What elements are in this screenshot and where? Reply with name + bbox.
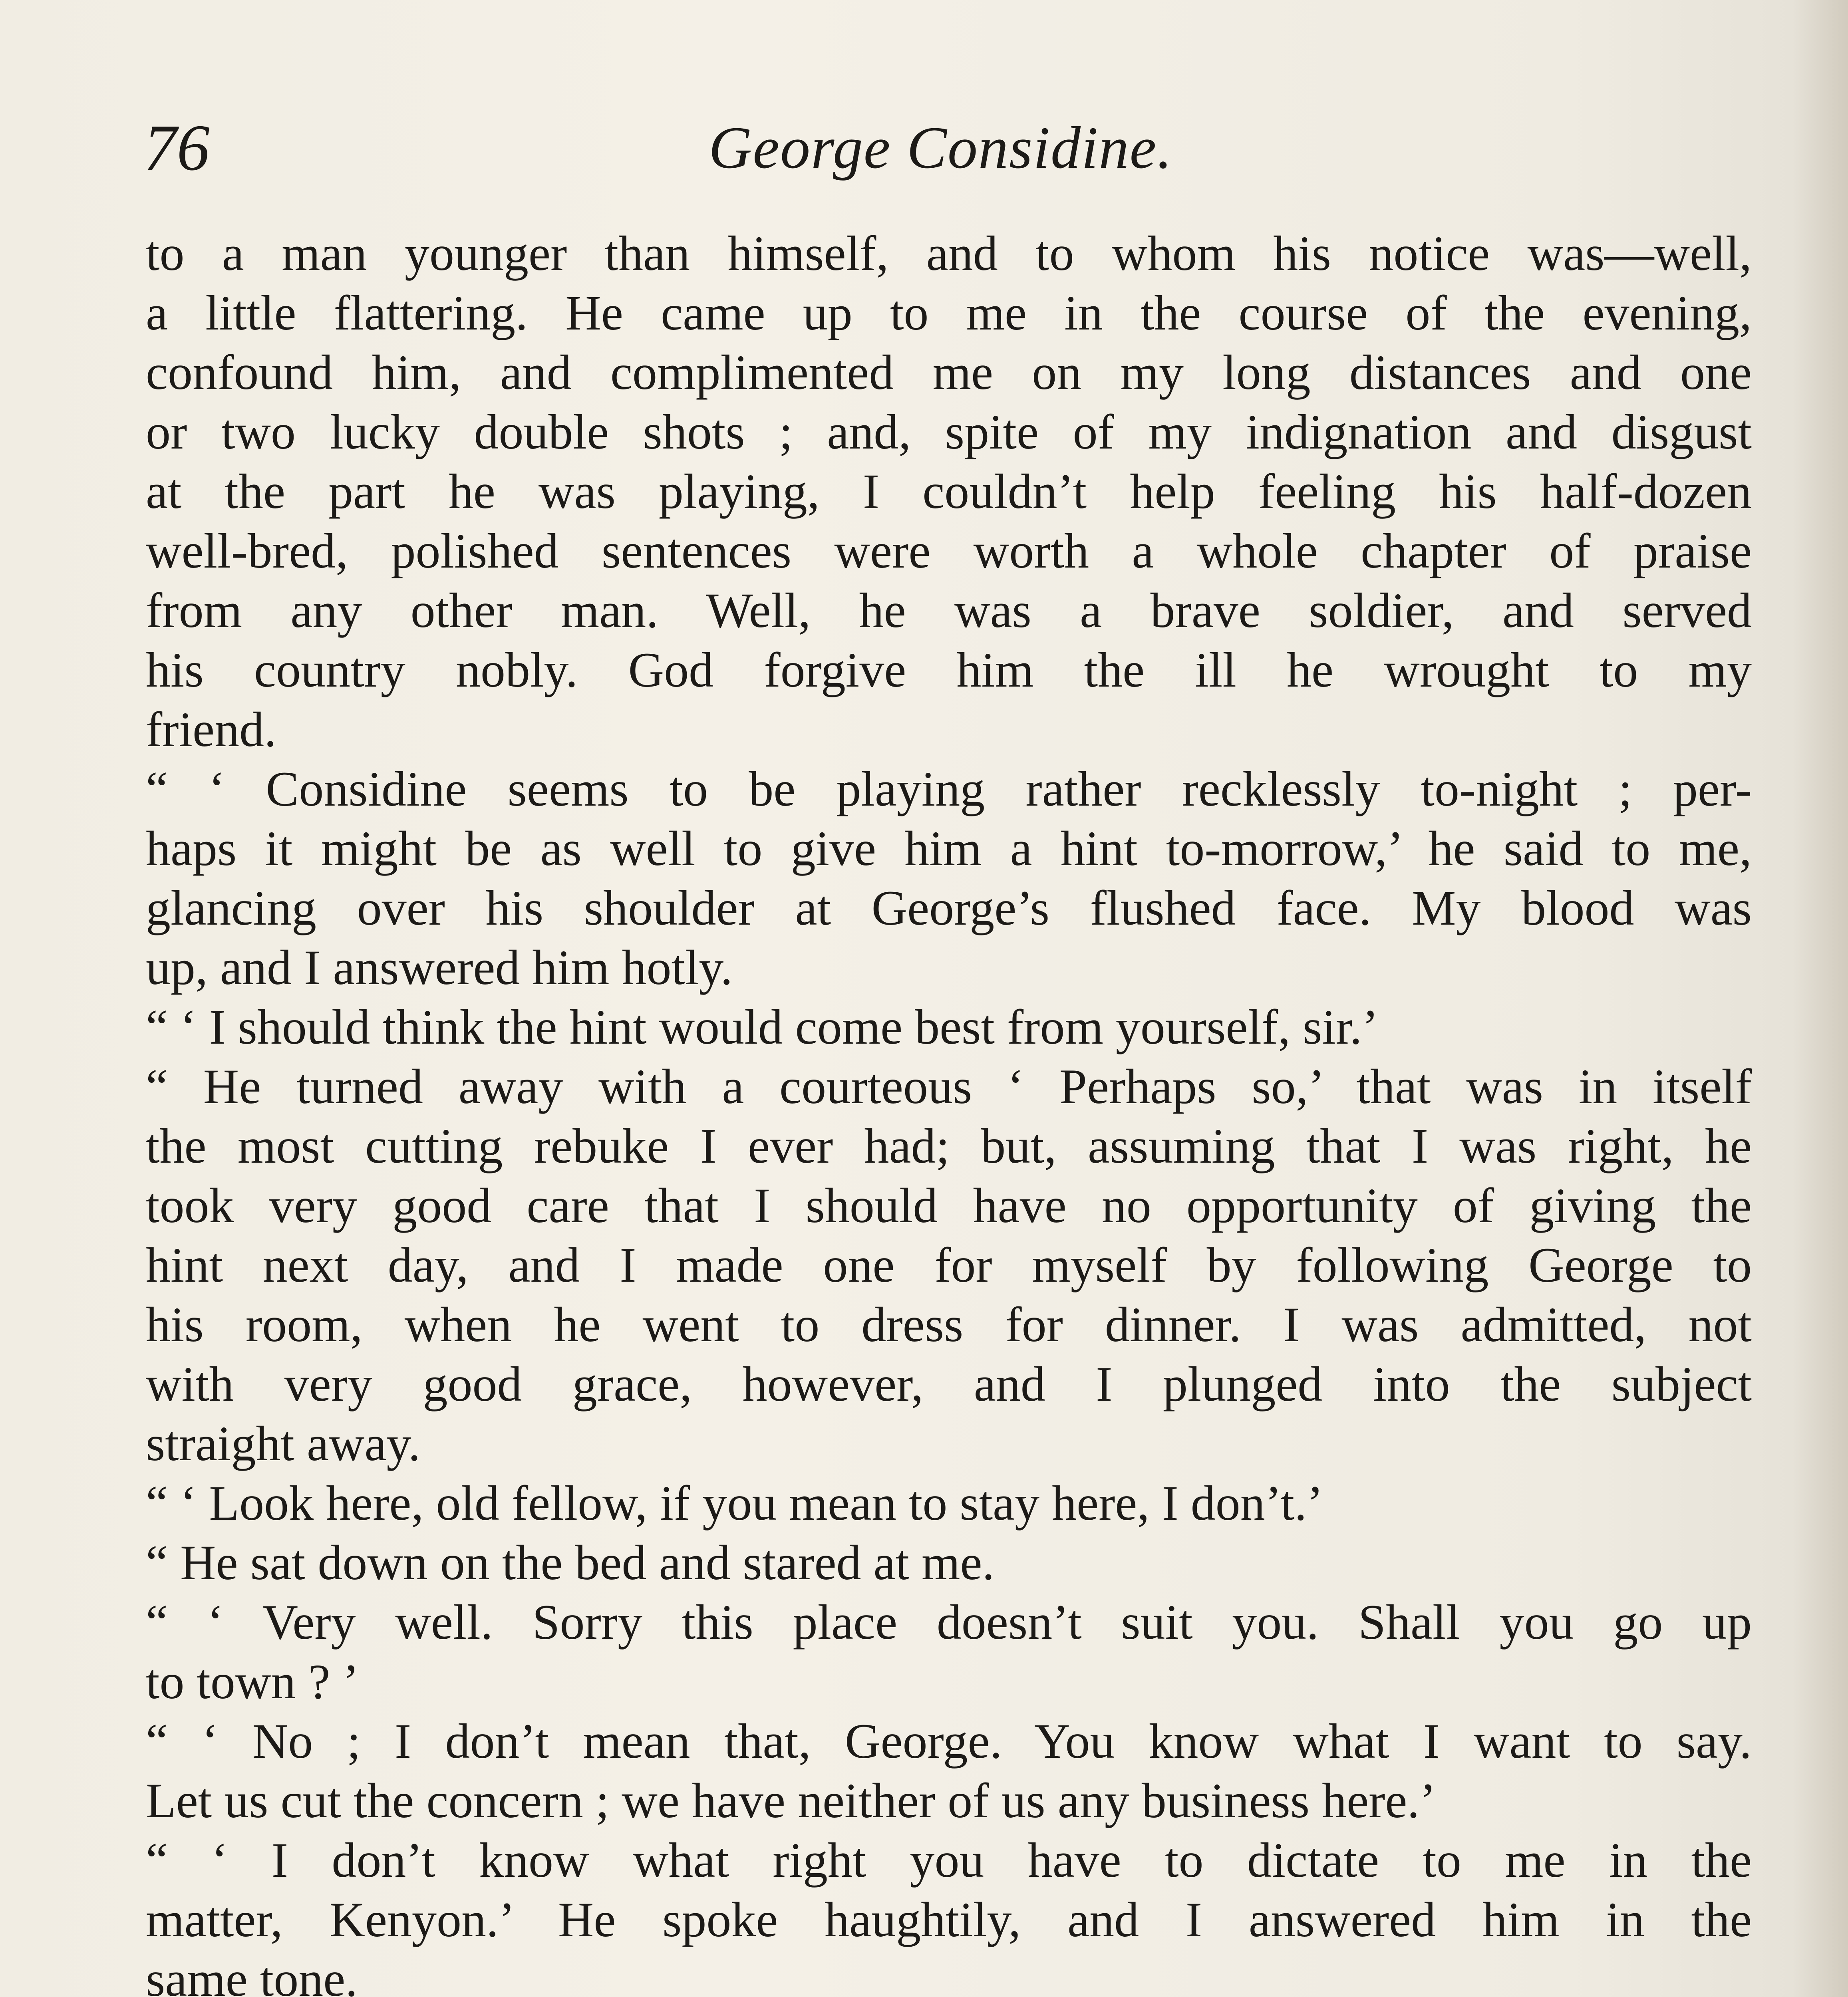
text-line: to a man younger than himself, and to whom his notice was—well, [146, 226, 1752, 281]
page-edge-shadow [1792, 0, 1848, 1997]
text-line: haps it might be as well to give him a hint to-morrow,’ he said to me, [146, 821, 1752, 876]
text-line: well-bred, polished sentences were worth a whole chapter of praise [146, 524, 1752, 578]
text-line: straight away. [146, 1416, 421, 1471]
text-line: same tone. [146, 1952, 358, 1997]
text-line: “ He turned away with a courteous ‘ Perhaps so,’ that was in itself [146, 1059, 1752, 1114]
text-line: “ ‘ Very well. Sorry this place doesn’t suit you. Shall you go up [146, 1595, 1752, 1650]
text-line: “ ‘ I should think the hint would come best from yourself, sir.’ [146, 1000, 1379, 1054]
text-line: “ He sat down on the bed and stared at me. [146, 1535, 995, 1590]
running-title: George Considine. [709, 115, 1173, 181]
text-line: at the part he was playing, I couldn’t help feeling his half-dozen [146, 464, 1752, 519]
text-line: to town ? ’ [146, 1654, 359, 1709]
page-header [144, 100, 1738, 196]
page-number: 76 [144, 111, 210, 184]
text-line: “ ‘ Look here, old fellow, if you mean to stay here, I don’t.’ [146, 1476, 1323, 1531]
text-line: his country nobly. God forgive him the ill he wrought to my [146, 643, 1752, 697]
text-line: “ ‘ Considine seems to be playing rather recklessly to-night ; per- [146, 762, 1752, 816]
text-line: matter, Kenyon.’ He spoke haughtily, and I answered him in the [146, 1892, 1752, 1947]
text-line: “ ‘ I don’t know what right you have to dictate to me in the [146, 1833, 1752, 1888]
text-line: from any other man. Well, he was a brave soldier, and served [146, 583, 1752, 638]
text-line: or two lucky double shots ; and, spite of my indignation and disgust [146, 405, 1752, 459]
text-line: with very good grace, however, and I plunged into the subject [146, 1357, 1752, 1411]
text-line: friend. [146, 702, 277, 757]
text-line: up, and I answered him hotly. [146, 940, 733, 995]
text-line: took very good care that I should have no opportunity of giving the [146, 1178, 1752, 1233]
text-line: Let us cut the concern ; we have neither of us any business here.’ [146, 1773, 1436, 1828]
text-line: his room, when he went to dress for dinner. I was admitted, not [146, 1297, 1752, 1352]
text-line: a little flattering. He came up to me in the course of the evening, [146, 286, 1752, 340]
body-text [146, 224, 1752, 1997]
text-line: confound him, and complimented me on my long distances and one [146, 345, 1752, 400]
text-line: glancing over his shoulder at George’s flushed face. My blood was [146, 881, 1752, 935]
text-line: the most cutting rebuke I ever had; but, assuming that I was right, he [146, 1119, 1752, 1173]
text-line: hint next day, and I made one for myself by following George to [146, 1238, 1752, 1292]
text-line: “ ‘ No ; I don’t mean that, George. You know what I want to say. [146, 1714, 1752, 1769]
